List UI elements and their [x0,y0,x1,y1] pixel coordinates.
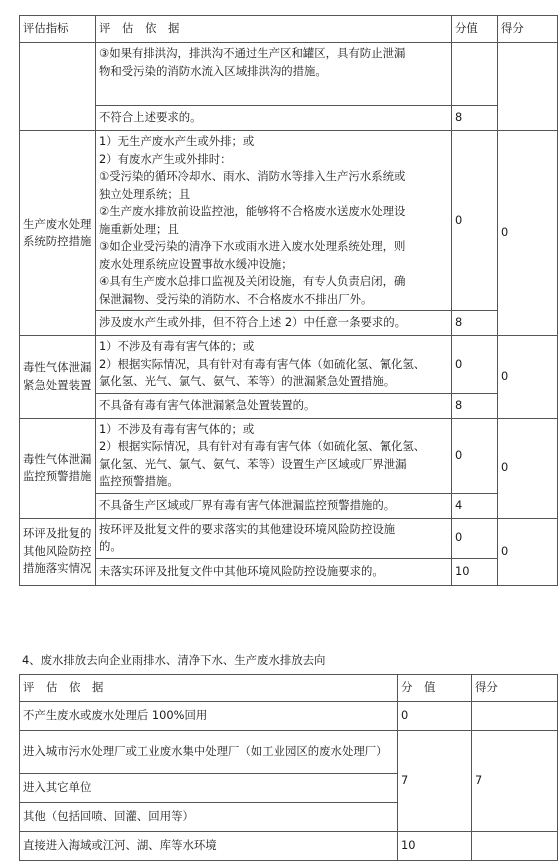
fail-score-cell: 8 [452,393,498,418]
group-got-cell: 7 [472,731,558,832]
fail-criteria-cell: 不具备有毒有害气体泄漏紧急处置装置的。 [96,393,452,418]
table-row [20,702,558,731]
header-got: 得分 [498,16,558,43]
risk-assessment-table [19,15,558,586]
criteria-cell [96,336,452,394]
criteria-line: 1）无生产废水产生或外排；或 [99,134,255,148]
criteria-cell: 其他（包括回喷、回灌、回用等） [20,803,398,832]
criteria-line: ②生产废水排放前设监控池，能够将不合格废水送废水处理设 [99,204,406,218]
criteria-cell: 进入其它单位 [20,774,398,803]
criteria-line: ④具有生产废水总排口监视及关闭设施，有专人负责启闭，确 [99,274,406,288]
discharge-destination-table [19,674,558,861]
group-score-cell: 7 [398,731,472,832]
fail-criteria-cell: 不具备生产区域或厂界有毒有害气体泄漏监控预警措施的。 [96,493,452,518]
criteria-line: 独立处理系统；且 [99,186,191,201]
table-row [20,393,558,418]
section-title: 4、废水排放去向企业雨排水、清净下水、生产废水排放去向 [22,653,326,667]
criteria-line: ③如果有排洪沟，排洪沟不通过生产区和罐区，具有防止泄漏 [99,46,406,60]
criteria-line: 2）有废水产生或外排时： [99,151,232,166]
criteria-cell: 进入城市污水处理厂或工业废水集中处理厂（如工业园区的废水处理厂） [20,731,398,774]
header-score: 分 值 [398,675,472,702]
indicator-cell: 毒性气体泄漏紧急处置装置 [20,336,96,419]
criteria-line: 废水处理系统应设置事故水缓冲设施； [99,256,293,271]
criteria-line: 施重新处理；且 [99,221,179,236]
score-cell: 0 [398,702,472,731]
fail-score-cell: 10 [452,558,498,585]
criteria-line: ①受污染的循环冷却水、雨水、消防水等排入生产污水系统或 [99,169,406,183]
got-cell: 0 [498,518,558,585]
table-row [20,493,558,518]
fail-score-cell: 8 [452,311,498,336]
got-cell-empty [472,832,558,861]
table-row [20,336,558,394]
table-row [20,832,558,861]
criteria-cell: 直接进入海域或江河、湖、库等水环境 [20,832,398,861]
fail-criteria-cell: 未落实环评及批复文件中其他环境风险防控设施要求的。 [96,558,452,585]
header-score: 分值 [452,16,498,43]
got-cell-empty [472,702,558,731]
table-row [20,43,558,106]
fail-score-cell: 4 [452,493,498,518]
table-row [20,518,558,558]
table-row [20,311,558,336]
criteria-cell [96,418,452,493]
criteria-line: 1）不涉及有毒有害气体的；或 [99,421,255,436]
indicator-cell: 毒性气体泄漏监控预警措施 [20,418,96,518]
criteria-cell: 不产生废水或废水处理后 100%回用 [20,702,398,731]
criteria-line: 监控预警措施。 [99,474,179,488]
criteria-line: 2）根据实际情况，具有针对有毒有害气体（如硫化氢、氰化氢、 [99,356,426,371]
table-row [20,731,558,774]
score-cell: 10 [398,832,472,861]
criteria-line: 1）不涉及有毒有害气体的；或 [99,339,255,353]
criteria-line: 的。 [99,539,122,553]
indicator-cell: 生产废水处理系统防控措施 [20,131,96,336]
table-row [20,106,558,131]
criteria-cell [96,518,452,558]
table-header-row [20,16,558,43]
fail-score-cell: 8 [452,106,498,131]
criteria-cell [96,43,452,106]
got-cell: 0 [498,418,558,518]
header-indicator: 评估指标 [20,16,96,43]
table-header-row [20,675,558,702]
criteria-line: 保泄漏物、受污染的消防水、不合格废水不排出厂外。 [99,291,373,306]
score-cell-empty [452,43,498,106]
table-row [20,418,558,493]
criteria-line: 氯化氢、光气、氯气、氨气、苯等）的泄漏紧急处置措施。 [99,374,396,388]
table-row [20,558,558,585]
indicator-cell: 环评及批复的其他风险防控措施落实情况 [20,518,96,585]
criteria-cell [96,131,452,311]
got-cell: 0 [498,336,558,419]
indicator-cell-empty [20,43,96,131]
header-basis: 评 估 依 据 [96,16,452,43]
table-row [20,131,558,311]
criteria-line: ③如企业受污染的清净下水或雨水进入废水处理系统处理，则 [99,239,406,253]
header-basis: 评 估 依 据 [20,675,398,702]
criteria-line: 氯化氢、光气、氯气、氨气、苯等）设置生产区域或厂界泄漏 [99,456,407,471]
score-cell: 0 [452,418,498,493]
score-cell: 0 [452,131,498,311]
criteria-line: 按环评及批复文件的要求落实的其他建设环境风险防控设施 [99,521,396,536]
score-cell: 0 [452,518,498,558]
fail-criteria-cell: 不符合上述要求的。 [96,106,452,131]
got-cell-empty [498,43,558,131]
got-cell: 0 [498,131,558,336]
score-cell: 0 [452,336,498,394]
criteria-line: 物和受污染的消防水流入区域排洪沟的措施。 [99,63,327,78]
fail-criteria-cell: 涉及废水产生或外排，但不符合上述 2）中任意一条要求的。 [96,311,452,336]
header-got: 得分 [472,675,558,702]
criteria-line: 2）根据实际情况，具有针对有毒有害气体（如硫化氢、氰化氢、 [99,439,426,453]
